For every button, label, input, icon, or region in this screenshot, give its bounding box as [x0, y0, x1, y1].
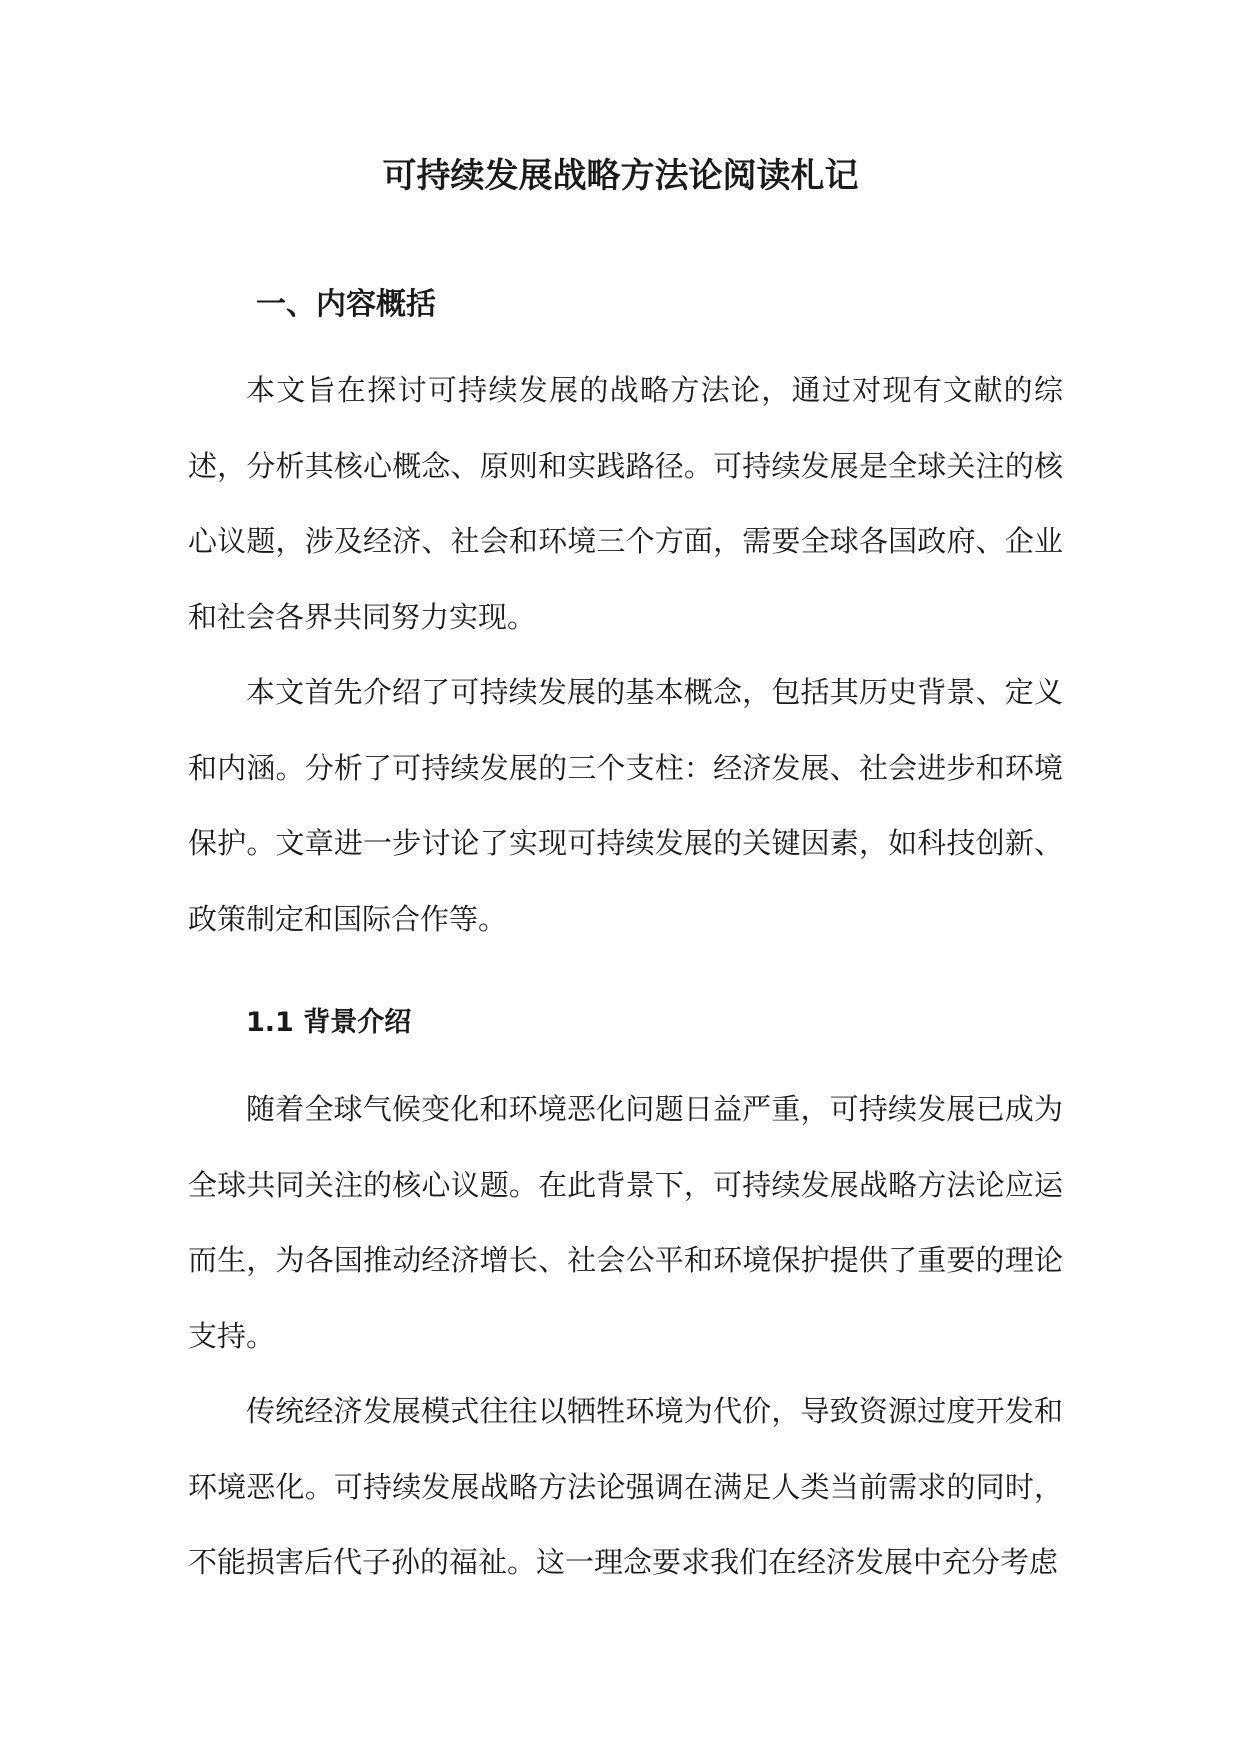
section-heading-summary: 一、内容概括 — [256, 287, 436, 322]
paragraph: 本文首先介绍了可持续发展的基本概念，包括其历史背景、定义和内涵。分析了可持续发展的三个支柱：经济发展、社会进步和环境保护。文章进一步讨论了实现可持续发展的关键因素，如科技创新、政策制定和国际合作等。 — [188, 675, 1063, 936]
paragraph: 传统经济发展模式往往以牺牲环境为代价，导致资源过度开发和环境恶化。可持续发展战略方法论强调在满足人类当前需求的同时，不能损害后代子孙的福祉。这一理念要求我们在经济发展中充分考虑 — [188, 1394, 1063, 1579]
paragraph: 本文旨在探讨可持续发展的战略方法论，通过对现有文献的综述，分析其核心概念、原则和实践路径。可持续发展是全球关注的核心议题，涉及经济、社会和环境三个方面，需要全球各国政府、企业和社会各界共同努力实现。 — [188, 373, 1063, 634]
paragraph: 随着全球气候变化和环境恶化问题日益严重，可持续发展已成为全球共同关注的核心议题。在此背景下，可持续发展战略方法论应运而生，为各国推动经济增长、社会公平和环境保护提供了重要的理论支持。 — [188, 1092, 1063, 1353]
document-title: 可持续发展战略方法论阅读札记 — [382, 156, 859, 196]
subsection-heading-background: 1.1 背景介绍 — [246, 1007, 412, 1038]
